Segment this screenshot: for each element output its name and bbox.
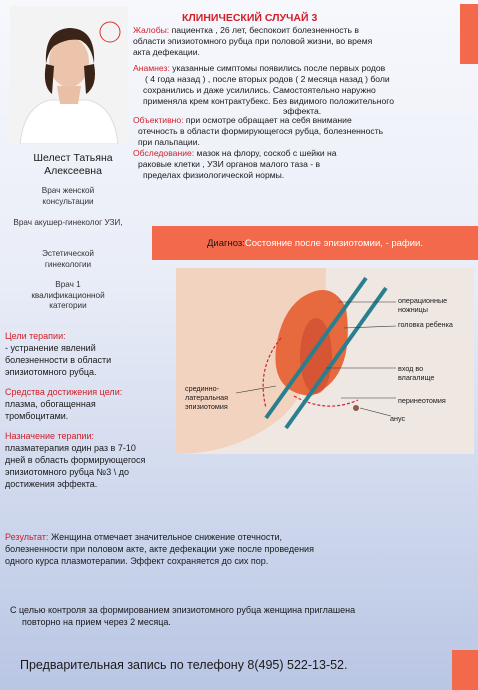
label-perineotomy: перинеотомия [398, 396, 446, 405]
result-line1 [5, 531, 465, 543]
doctor-role-3: Эстетической гинекологии [42, 249, 94, 269]
goals-line1: - устранение явлений [5, 343, 96, 353]
control-line1: С целью контроля за формированием эпизиотомного рубца женщина приглашена [10, 605, 356, 615]
exam-line3: пределах физиологической нормы. [143, 170, 285, 180]
goals-label: Цели терапии: [5, 331, 66, 341]
complaints-line2: области эпизиотомного рубца при половой жизни, во время [133, 36, 373, 46]
diagnosis-banner [152, 226, 478, 260]
diagnosis-text: Состояние после эпизиотомии, - рафии. [244, 237, 424, 249]
label-mediolateral-episiotomy: срединно-латеральная эпизиотомия [185, 384, 229, 411]
anamnesis-line3: сохранились и даже усилились. Самостоятельно наружно [143, 85, 376, 95]
label-anus: анус [390, 414, 406, 423]
anamnesis-label: Анамнез: [133, 63, 170, 73]
goals-line2: болезненности в области [5, 355, 112, 365]
result-text: Женщина отмечает значительное снижение отечности, [48, 532, 283, 542]
anamnesis-text: указанные симптомы появились после первых родов [169, 63, 386, 73]
anamnesis-line2: ( 4 года назад ) , после вторых родов ( 2 месяца назад ) боли [145, 74, 390, 84]
exam-text: мазок на флору, соскоб с шейки на [194, 148, 337, 158]
doctor-name-line2: Алексеевна [44, 165, 102, 177]
means-line2: тромбоцитами. [5, 411, 69, 421]
goals-line3: эпизиотомного рубца. [5, 367, 97, 377]
anamnesis-line1 [133, 63, 463, 74]
means-line1: плазма, обогащенная [5, 399, 96, 409]
result-label: Результат: [5, 532, 49, 542]
exam-label: Обследование: [133, 148, 195, 158]
objective-label: Объективно: [133, 115, 184, 125]
result-line3: одного курса плазмотерапии. Эффект сохраняется до сих пор. [5, 556, 269, 566]
result-line2: болезненности при половом акте, акте дефекации уже после проведения [5, 544, 314, 554]
therapy-block [5, 330, 175, 490]
means-label: Средства достижения цели: [5, 387, 123, 397]
plan-label: Назначение терапии: [5, 431, 94, 441]
diagnosis-label: Диагноз: [206, 237, 245, 249]
doctor-name-line1: Шелест Татьяна [33, 152, 113, 164]
exam-line2: раковые клетки , УЗИ органов малого таза - в [138, 159, 321, 169]
control-block [10, 604, 470, 628]
case-description [133, 25, 463, 181]
complaints-label: Жалобы: [133, 25, 170, 35]
doctor-name [8, 152, 138, 178]
label-vaginal-entrance: вход во влагалище [398, 364, 435, 382]
plan-line1: плазматерапия один раз в 7-10 [5, 443, 136, 453]
plan-line2: дней в область формирующегося [5, 455, 146, 465]
complaints-line3: акта дефекации. [133, 47, 200, 57]
objective-text: при осмотре обращает на себя внимание [183, 115, 352, 125]
anamnesis-line5: эффекта. [283, 106, 322, 116]
complaints-line1 [133, 25, 463, 36]
doctor-role-4: Врач 1 квалификационной категории [31, 280, 105, 310]
label-baby-head: головка ребенка [398, 320, 453, 329]
complaints-text: пациентка , 26 лет, беспокоит болезненность в [169, 25, 359, 35]
doctor-photo [10, 6, 128, 144]
result-block [5, 531, 465, 567]
plan-line4: достижения эффекта. [5, 479, 98, 489]
doctor-role-1: Врач женской консультации [41, 186, 95, 206]
page-title: КЛИНИЧЕСКИЙ СЛУЧАЙ 3 [182, 12, 318, 24]
plan-line3: эпизиотомного рубца №3 \ до [5, 467, 129, 477]
label-scissors: операционные ножницы [398, 296, 448, 314]
objective-line2: отечность в области формирующегося рубца, болезненность [138, 126, 384, 136]
anamnesis-line4: применяла крем контрактубекс. Без видимого положительного [143, 96, 395, 106]
phone-booking: Предварительная запись по телефону 8(495) 522-13-52. [20, 658, 348, 672]
bottom-right-accent-bar [452, 650, 478, 690]
doctor-role-2: Врач акушер-гинеколог УЗИ, [13, 218, 123, 227]
objective-line1 [133, 115, 463, 126]
control-line2: повторно на прием через 2 месяца. [22, 617, 171, 627]
objective-line3: при пальпации. [138, 137, 200, 147]
exam-line1 [133, 148, 463, 159]
